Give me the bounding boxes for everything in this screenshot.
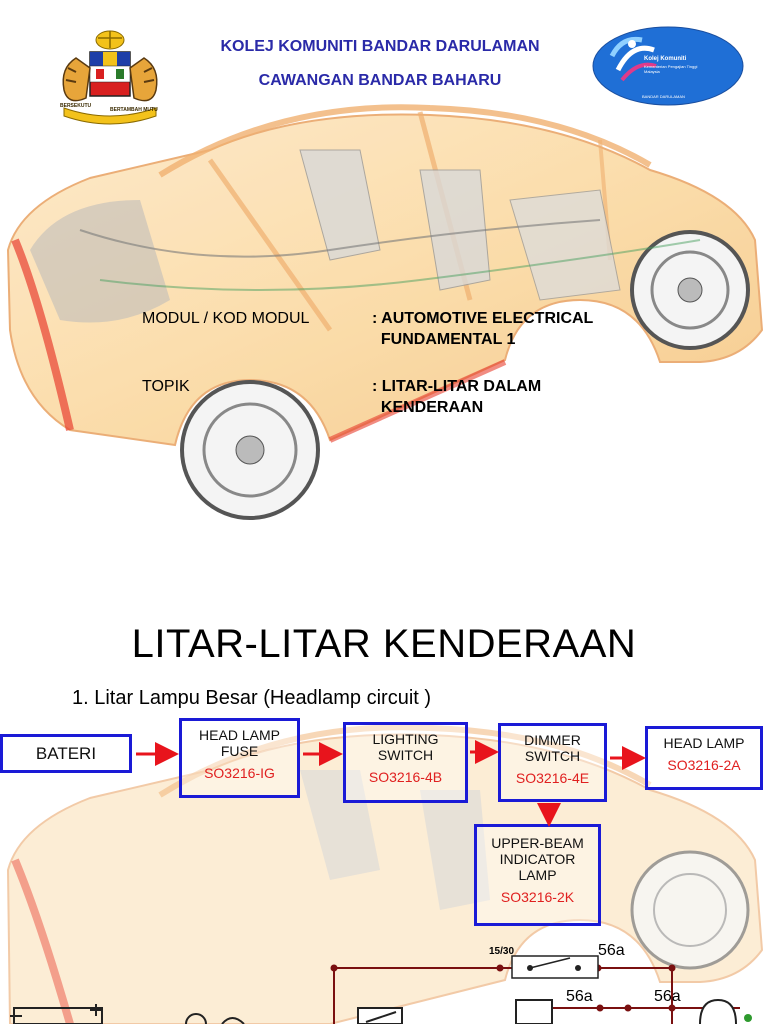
topic-label: TOPIK <box>142 378 190 395</box>
dimmer-switch-label: DIMMER SWITCH <box>524 732 581 764</box>
indicator-code: SO3216-2K <box>500 889 575 905</box>
logo-bottom: BANDAR DARULAMAN <box>642 94 685 99</box>
battery-label: BATERI <box>35 743 97 763</box>
kolej-komuniti-logo <box>592 26 744 106</box>
lighting-switch-label: LIGHTING SWITCH <box>372 731 439 763</box>
headlamp-circuit-slide <box>0 560 768 1024</box>
crest-motto-left: BERSEKUTU <box>60 103 92 109</box>
wiring-diagram <box>0 560 768 1024</box>
terminal-15-30-label: 15/30 <box>489 946 515 957</box>
topic-value: : LITAR-LITAR DALAM KENDERAAN <box>372 378 542 416</box>
logo-title: Kolej Komuniti <box>644 56 687 62</box>
lighting-switch-code: SO3216-4B <box>368 769 443 785</box>
crest-motto <box>54 103 174 117</box>
module-label: MODUL / KOD MODUL <box>142 310 310 327</box>
module-value: : AUTOMOTIVE ELECTRICAL FUNDAMENTAL 1 <box>372 310 594 348</box>
fuse-label: HEAD LAMP FUSE <box>199 727 280 759</box>
college-branch: CAWANGAN BANDAR BAHARU <box>258 72 502 89</box>
head-lamp-code: SO3216-2A <box>667 757 741 773</box>
slide-title: LITAR-LITAR KENDERAAN <box>131 622 637 666</box>
crest-motto-right: BERTAMBAH MUTU <box>110 107 158 113</box>
logo-subtitle: Kementerian Pengajian Tinggi Malaysia <box>644 64 698 74</box>
fuse-code: SO3216-IG <box>204 765 275 781</box>
college-name: KOLEJ KOMUNITI BANDAR DARULAMAN <box>220 38 540 55</box>
indicator-label: UPPER-BEAM INDICATOR LAMP <box>491 835 584 883</box>
head-lamp-label: HEAD LAMP <box>663 735 745 751</box>
terminal-56a-top-label: 56a <box>598 942 625 959</box>
terminal-56a-mid-label: 56a <box>566 988 593 1005</box>
dimmer-switch-code: SO3216-4E <box>515 770 590 786</box>
terminal-56a-right-label: 56a <box>654 988 681 1005</box>
slide-subtitle: 1. Litar Lampu Besar (Headlamp circuit ) <box>72 687 432 709</box>
